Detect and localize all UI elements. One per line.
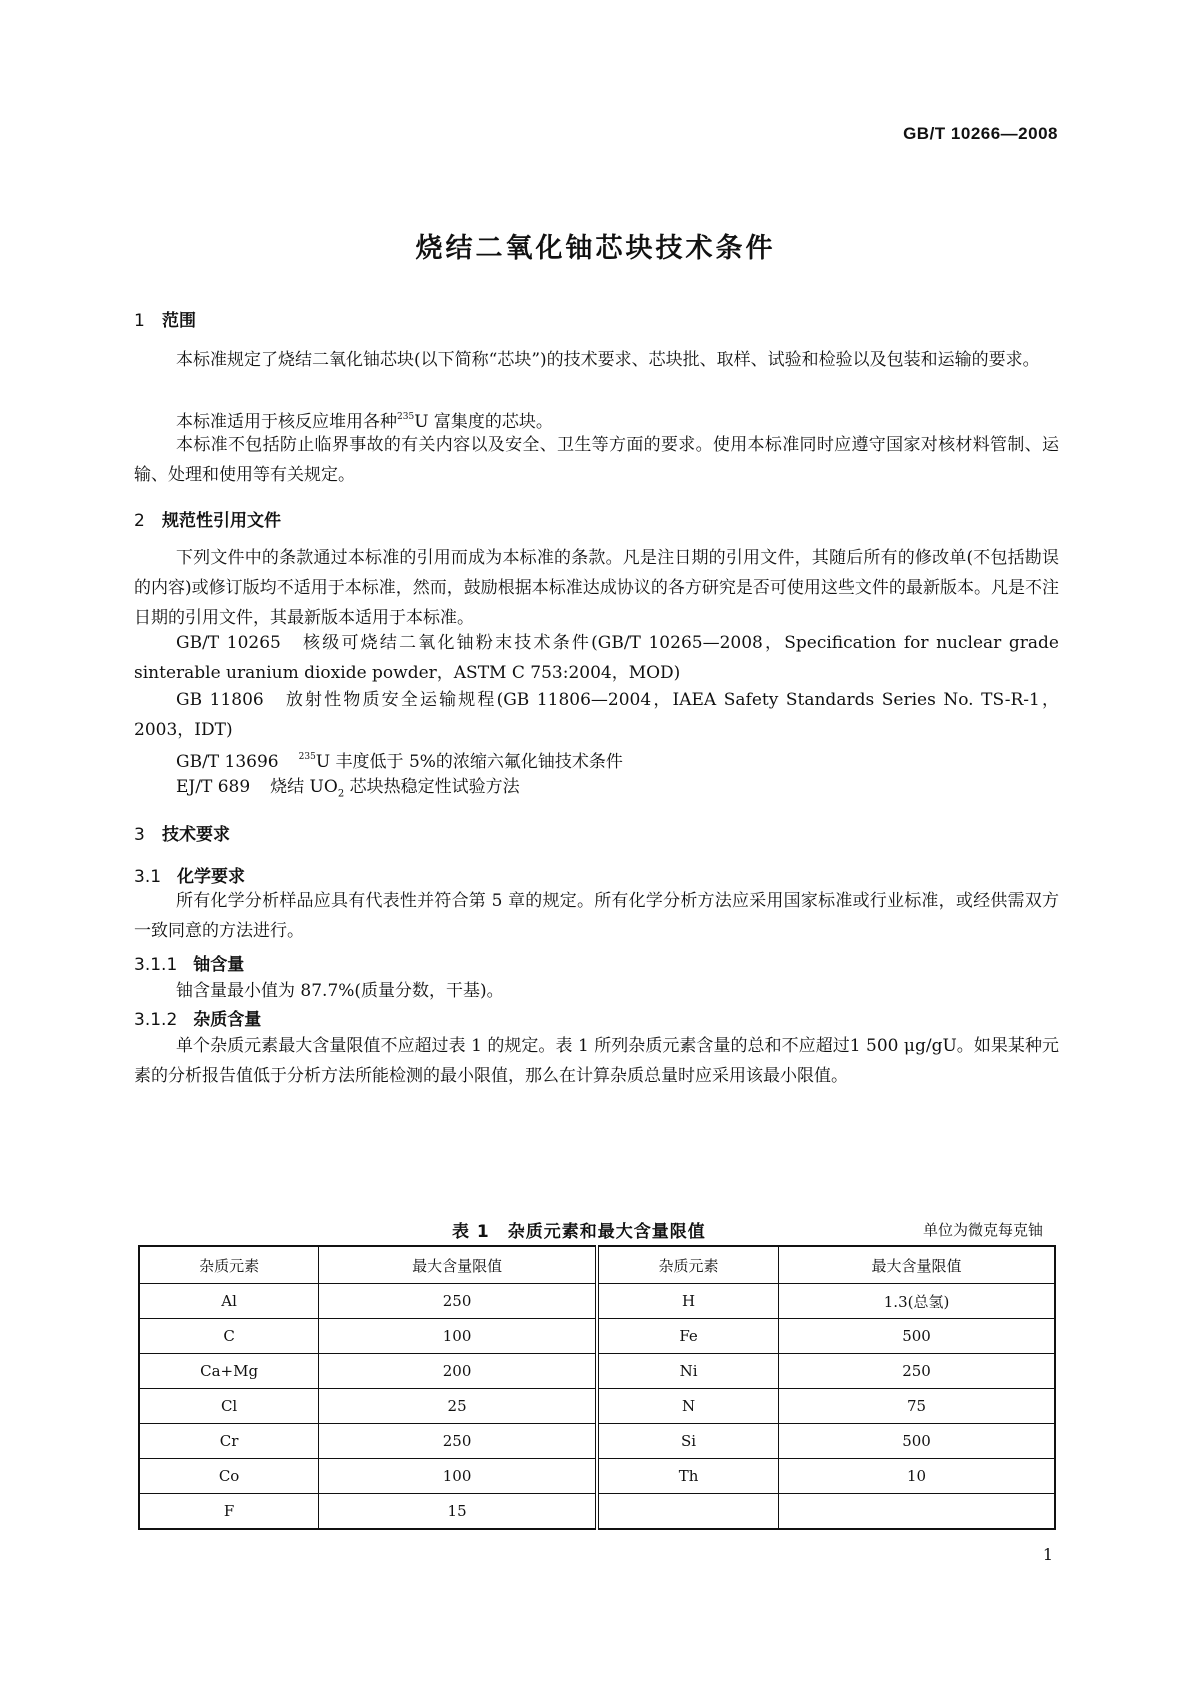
limit-cell: 15	[319, 1494, 597, 1530]
limit-cell: 1.3(总氢)	[779, 1284, 1055, 1319]
column-header: 杂质元素	[139, 1246, 319, 1284]
column-header: 杂质元素	[597, 1246, 779, 1284]
table-row	[139, 1354, 1055, 1389]
element-cell: Ca+Mg	[139, 1354, 319, 1389]
element-cell: Fe	[597, 1319, 779, 1354]
column-header: 最大含量限值	[319, 1246, 597, 1284]
reference-text: 放射性物质安全运输规程(GB 11806—2004，IAEA Safety Standards Series No. TS-R-1，2003，IDT)	[134, 690, 1059, 740]
reference-item	[134, 772, 1059, 809]
element-cell: N	[597, 1389, 779, 1424]
limit-cell	[779, 1494, 1055, 1530]
element-cell: Th	[597, 1459, 779, 1494]
impurity-limits-table	[138, 1245, 1056, 1530]
section-number: 2	[134, 511, 145, 531]
limit-cell: 250	[319, 1424, 597, 1459]
text-segment: 本标准适用于核反应堆用各种	[176, 412, 397, 432]
subsection-title: 杂质含量	[193, 1010, 262, 1030]
section-3-heading	[134, 820, 230, 845]
subsection-3-1-2-heading	[134, 1005, 261, 1030]
element-cell: H	[597, 1284, 779, 1319]
table-row	[139, 1389, 1055, 1424]
subsection-3-1-heading	[134, 862, 245, 887]
section-1-paragraph-3: 本标准不包括防止临界事故的有关内容以及安全、卫生等方面的要求。使用本标准同时应遵守国家对核材料管制、运输、处理和使用等有关规定。	[134, 435, 1059, 485]
limit-cell: 500	[779, 1319, 1055, 1354]
reference-item	[134, 685, 1059, 745]
limit-cell: 100	[319, 1319, 597, 1354]
standard-code: GB/T 10266—2008	[903, 124, 1058, 143]
subsection-3-1-2-paragraph: 单个杂质元素最大含量限值不应超过表 1 的规定。表 1 所列杂质元素含量的总和不应超过1 500 μg/gU。如果某种元素的分析报告值低于分析方法所能检测的最小限值，那么在计算杂质总量时应采用该最小限值。	[134, 1036, 1059, 1086]
reference-text: 芯块热稳定性试验方法	[344, 777, 520, 797]
document-title: 烧结二氧化铀芯块技术条件	[415, 233, 776, 264]
element-cell: Si	[597, 1424, 779, 1459]
page-number: 1	[1042, 1545, 1053, 1564]
reference-code: EJ/T 689	[176, 777, 251, 797]
subscript: 2	[337, 788, 345, 800]
text-segment: U 富集度的芯块。	[414, 412, 553, 432]
subsection-number: 3.1.2	[134, 1010, 178, 1030]
element-cell: Cr	[139, 1424, 319, 1459]
element-cell: Al	[139, 1284, 319, 1319]
element-cell: Ni	[597, 1354, 779, 1389]
reference-code: GB/T 10265	[176, 633, 281, 653]
limit-cell: 75	[779, 1389, 1055, 1424]
subsection-title: 铀含量	[193, 955, 245, 975]
limit-cell: 100	[319, 1459, 597, 1494]
isotope-superscript: 235	[397, 412, 415, 422]
section-2-heading	[134, 506, 281, 531]
table-row	[139, 1319, 1055, 1354]
isotope-superscript: 235	[298, 752, 316, 762]
table-header-row	[139, 1246, 1055, 1284]
section-number: 3	[134, 825, 145, 845]
subsection-3-1-paragraph: 所有化学分析样品应具有代表性并符合第 5 章的规定。所有化学分析方法应采用国家标准或行业标准，或经供需双方一致同意的方法进行。	[134, 891, 1059, 941]
section-1-paragraph-1: 本标准规定了烧结二氧化铀芯块(以下简称“芯块”)的技术要求、芯块批、取样、试验和检验以及包装和运输的要求。	[176, 350, 1040, 370]
reference-text: 烧结 UO	[270, 777, 338, 797]
limit-cell: 25	[319, 1389, 597, 1424]
section-title: 规范性引用文件	[162, 511, 281, 531]
subsection-3-1-1-paragraph: 铀含量最小值为 87.7%(质量分数，干基)。	[176, 981, 504, 1001]
subsection-number: 3.1	[134, 867, 162, 887]
section-title: 范围	[162, 311, 196, 331]
table-row	[139, 1459, 1055, 1494]
element-cell: Co	[139, 1459, 319, 1494]
table-row	[139, 1284, 1055, 1319]
reference-text: U 丰度低于 5%的浓缩六氟化铀技术条件	[315, 752, 623, 772]
element-cell: F	[139, 1494, 319, 1530]
reference-item	[134, 628, 1059, 688]
limit-cell: 250	[779, 1354, 1055, 1389]
reference-code: GB/T 13696	[176, 752, 279, 772]
limit-cell: 500	[779, 1424, 1055, 1459]
subsection-title: 化学要求	[177, 867, 246, 887]
limit-cell: 200	[319, 1354, 597, 1389]
table-caption: 表 1 杂质元素和最大含量限值	[452, 1222, 706, 1242]
section-number: 1	[134, 311, 145, 331]
element-cell	[597, 1494, 779, 1530]
table-unit: 单位为微克每克铀	[922, 1221, 1043, 1239]
reference-code: GB 11806	[176, 690, 264, 710]
element-cell: Cl	[139, 1389, 319, 1424]
section-1-heading	[134, 306, 196, 331]
limit-cell: 250	[319, 1284, 597, 1319]
column-header: 最大含量限值	[779, 1246, 1055, 1284]
element-cell: C	[139, 1319, 319, 1354]
subsection-3-1-1-heading	[134, 950, 244, 975]
limit-cell: 10	[779, 1459, 1055, 1494]
table-row	[139, 1494, 1055, 1530]
subsection-number: 3.1.1	[134, 955, 178, 975]
section-2-paragraph-1: 下列文件中的条款通过本标准的引用而成为本标准的条款。凡是注日期的引用文件，其随后所有的修改单(不包括勘误的内容)或修订版均不适用于本标准，然而，鼓励根据本标准达成协议的各方研究是否可使用这些文件的最新版本。凡是不注日期的引用文件，其最新版本适用于本标准。	[134, 548, 1059, 628]
section-title: 技术要求	[162, 825, 230, 845]
reference-text: 核级可烧结二氧化铀粉末技术条件(GB/T 10265—2008，Specification for nuclear grade sinterable uranium dioxide powder，ASTM C 753:2004，MOD)	[134, 633, 1059, 683]
table-row	[139, 1424, 1055, 1459]
